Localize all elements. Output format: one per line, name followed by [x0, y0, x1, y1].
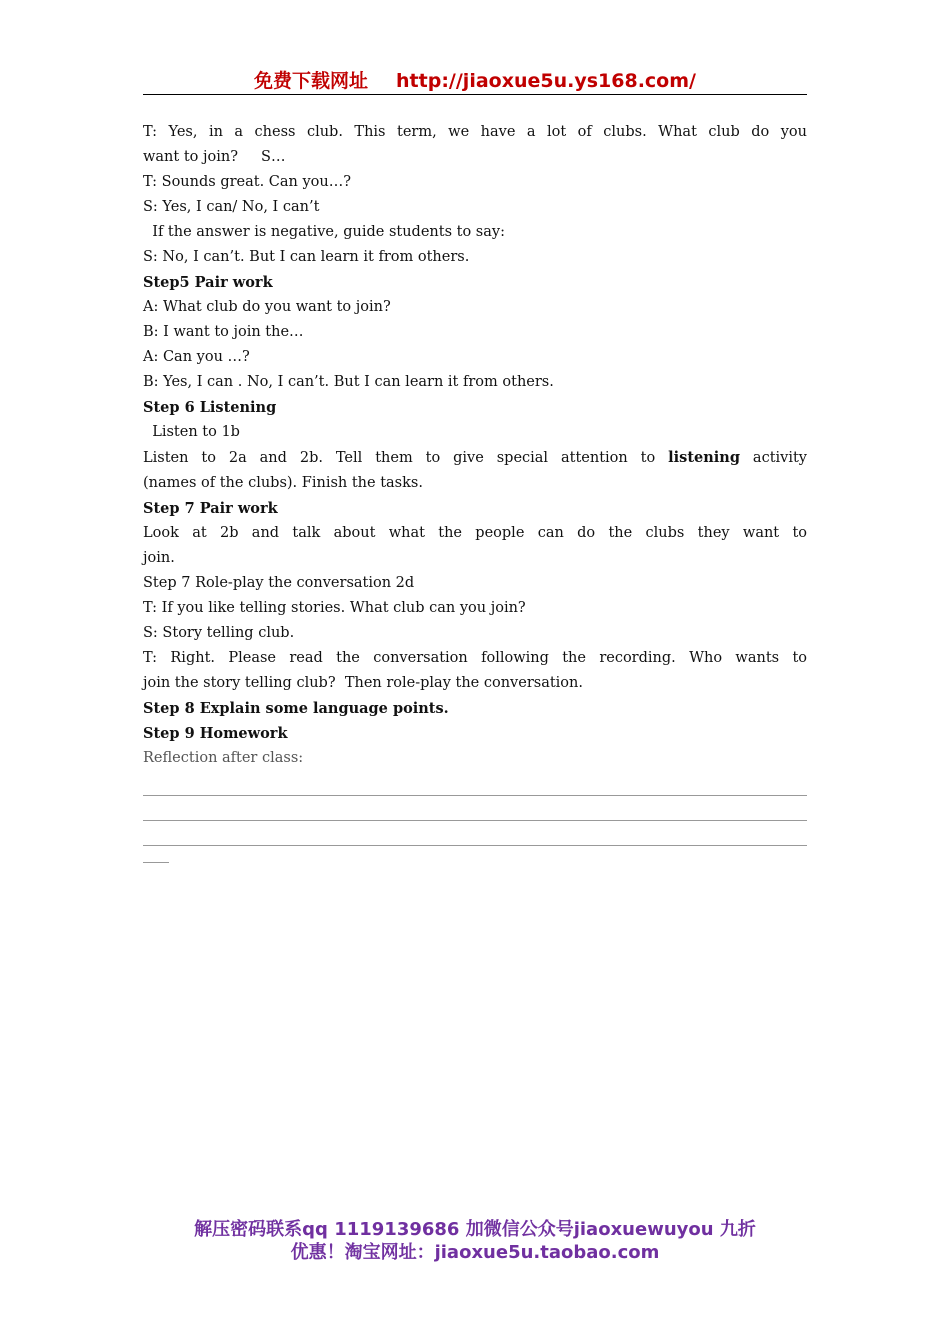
reflection-blank-line	[143, 771, 807, 796]
step-heading: Step5 Pair work	[143, 274, 273, 291]
text-line: Listen to 1b	[143, 424, 240, 440]
text-line: S: No, I can’t. But I can learn it from others.	[143, 249, 470, 265]
text-line: want to join? S…	[143, 149, 286, 165]
text-line: S: Yes, I can/ No, I can’t	[143, 199, 320, 215]
reflection-blank-line	[143, 796, 807, 821]
footer-line: 优惠！淘宝网址：jiaoxue5u.taobao.com	[290, 1242, 660, 1263]
header-site-url[interactable]: http://jiaoxue5u.ys168.com/	[396, 70, 696, 92]
text-line: A: Can you …?	[143, 349, 250, 365]
text-line: T: Sounds great. Can you…?	[143, 174, 352, 190]
text-line: B: Yes, I can . No, I can’t. But I can learn it from others.	[143, 374, 554, 390]
reflection-label: Reflection after class:	[143, 750, 304, 766]
text-line: T: Right. Please read the conversation following the recording. Who wants to	[143, 650, 807, 666]
step-heading: Step 6 Listening	[143, 399, 277, 416]
page-header	[0, 66, 950, 93]
text-line: join the story telling club? Then role-play the conversation.	[143, 675, 583, 691]
text-fragment: Listen to 2a and 2b. Tell them to give special attention to	[143, 450, 669, 466]
reflection-blank-short	[143, 846, 169, 863]
text-line: T: If you like telling stories. What club can you join?	[143, 600, 526, 616]
reflection-blank-line	[143, 821, 807, 846]
text-line: join.	[143, 550, 175, 566]
document-body	[143, 120, 807, 863]
text-line: T: Yes, in a chess club. This term, we have a lot of clubs. What club do you	[143, 124, 807, 140]
text-line: (names of the clubs). Finish the tasks.	[143, 475, 423, 491]
text-line: A: What club do you want to join?	[143, 299, 391, 315]
text-fragment: activity	[740, 450, 808, 466]
text-line: B: I want to join the…	[143, 324, 304, 340]
bold-word: listening	[668, 449, 740, 466]
footer-line: 解压密码联系qq 1119139686 加微信公众号jiaoxuewuyou 九折	[194, 1219, 756, 1240]
step-heading: Step 9 Homework	[143, 725, 288, 742]
header-site-label: 免费下载网址	[254, 70, 369, 92]
header-rule	[143, 94, 807, 95]
text-line: Step 7 Role-play the conversation 2d	[143, 575, 415, 591]
page-footer	[0, 1218, 950, 1264]
text-line	[143, 445, 807, 471]
text-line: Look at 2b and talk about what the people can do the clubs they want to	[143, 525, 807, 541]
text-line: If the answer is negative, guide students to say:	[143, 224, 505, 240]
step-heading: Step 7 Pair work	[143, 500, 278, 517]
text-line: S: Story telling club.	[143, 625, 295, 641]
step-heading: Step 8 Explain some language points.	[143, 700, 449, 717]
